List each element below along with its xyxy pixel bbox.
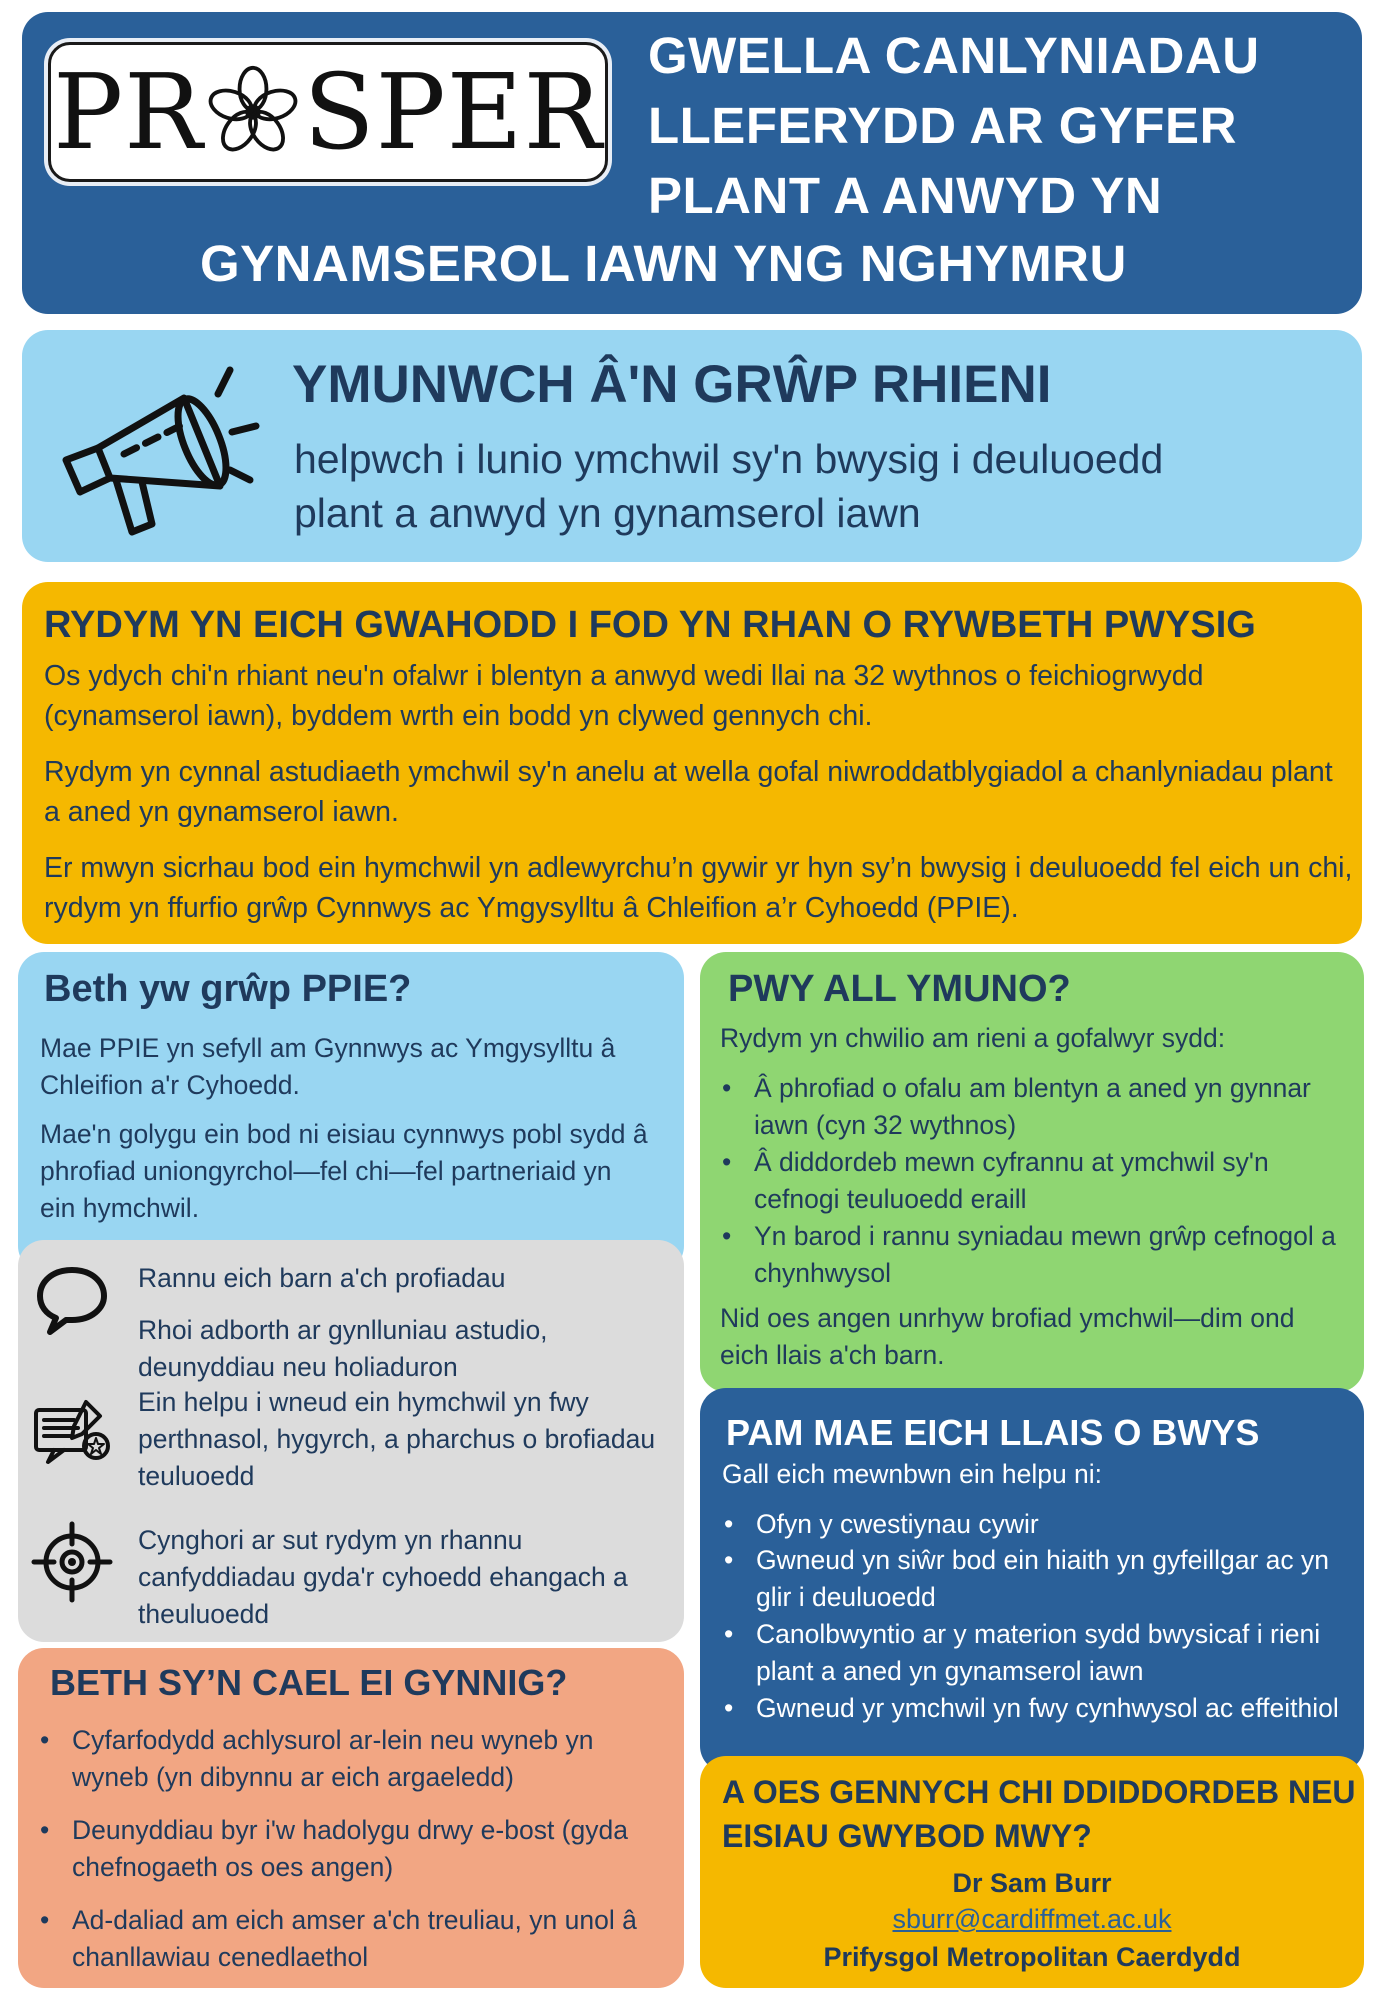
offer-item: • Ad-daliad am eich amser a'ch treuliau, yn unol â chanllawiau cenedlaethol [40,1905,637,1972]
invite-section [22,582,1362,944]
who-intro: Rydym yn chwilio am rieni a gofalwyr sydd: [720,1023,1226,1053]
who-item: • Â phrofiad o ofalu am blentyn a aned yn gynnar iawn (cyn 32 wythnos) [722,1073,1311,1140]
why-item: • Gwneud yr ymchwil yn fwy cynhwysol ac effeithiol [724,1693,1339,1723]
why-intro: Gall eich mewnbwn ein helpu ni: [722,1459,1103,1489]
offer-title: BETH SY’N CAEL EI GYNNIG? [50,1662,568,1703]
ppie-paragraph-2: Mae'n golygu ein bod ni eisiau cynnwys pobl sydd â phrofiad uniongyrchol—fel chi—fel partneriaid yn ein hymchwil. [40,1119,648,1223]
offer-item-text: Ad-daliad am eich amser a'ch treuliau, yn unol â chanllawiau cenedlaethol [72,1905,637,1972]
who-can-join-section [700,952,1364,1392]
who-item: • Yn barod i rannu syniadau mewn grŵp cefnogol a chynhwysol [722,1221,1336,1288]
offer-item: • Deunyddiau byr i'w hadolygu drwy e-bost (gyda chefnogaeth os oes angen) [40,1815,628,1882]
header-title-line3: PLANT A ANWYD YN [648,167,1163,224]
join-group-banner [22,330,1362,562]
why-item-text: Gwneud yr ymchwil yn fwy cynhwysol ac effeithiol [756,1693,1339,1723]
offer-item: • Cyfarfodydd achlysurol ar-lein neu wyneb yn wyneb (yn dibynnu ar eich argaeledd) [40,1725,594,1792]
who-item-text: Yn barod i rannu syniadau mewn grŵp cefnogol a chynhwysol [754,1221,1336,1288]
why-item: • Ofyn y cwestiynau cywir [724,1509,1039,1539]
ppie-title: Beth yw grŵp PPIE? [44,968,412,1010]
header-title-line1: GWELLA CANLYNIADAU [648,27,1260,84]
contact-section [700,1756,1364,1988]
target-icon [30,1520,114,1604]
role-item-4: Cynghori ar sut rydym yn rhannu canfyddiadau gyda'r cyhoedd ehangach a theuluoedd [138,1525,628,1629]
ppie-section [18,952,684,1272]
offer-item-text: Cyfarfodydd achlysurol ar-lein neu wyneb yn wyneb (yn dibynnu ar eich argaeledd) [72,1725,594,1792]
megaphone-icon [44,350,274,540]
prosper-logo [48,42,608,182]
header-banner [22,12,1362,314]
header-title-line2: LLEFERYDD AR GYFER [648,97,1237,154]
why-item: • Gwneud yn siŵr bod ein hiaith yn gyfeillgar ac yn glir i deuluoedd [724,1545,1329,1612]
why-item-text: Ofyn y cwestiynau cywir [756,1509,1039,1539]
contact-institution: Prifysgol Metropolitan Caerdydd [823,1942,1241,1972]
why-item-text: Canolbwyntio ar y materion sydd bwysicaf i rieni plant a aned yn gynamserol iawn [756,1619,1321,1686]
logo-text-left: PR [53,51,204,173]
who-item-text: Â diddordeb mewn cyfrannu at ymchwil sy'n cefnogi teuluoedd eraill [754,1147,1269,1214]
who-outro: Nid oes angen unrhyw brofiad ymchwil—dim ond eich llais a'ch barn. [720,1303,1295,1370]
who-title: PWY ALL YMUNO? [728,968,1071,1010]
why-title: PAM MAE EICH LLAIS O BWYS [726,1412,1260,1453]
who-item: • Â diddordeb mewn cyfrannu at ymchwil sy'n cefnogi teuluoedd eraill [722,1147,1269,1214]
role-item-1: Rannu eich barn a'ch profiadau [138,1263,506,1293]
why-voice-matters-section [700,1388,1364,1772]
contact-email-link[interactable]: sburr@cardiffmet.ac.uk [892,1904,1172,1934]
why-item-text: Gwneud yn siŵr bod ein hiaith yn gyfeillgar ac yn glir i deuluoedd [756,1545,1329,1612]
offer-section [18,1648,684,1988]
header-title-line4: GYNAMSEROL IAWN YNG NGHYMRU [200,235,1127,292]
join-subtitle-line1: helpwch i lunio ymchwil sy'n bwysig i deuluoedd [294,436,1164,482]
invite-paragraph-2: Rydym yn cynnal astudiaeth ymchwil sy'n anelu at wella gofal niwroddatblygiadol a chanlyniadau plant a aned yn gynamserol iawn. [44,756,1333,828]
ppie-paragraph-1: Mae PPIE yn sefyll am Gynnwys ac Ymgysylltu â Chleifion a'r Cyhoedd. [40,1033,616,1100]
role-item-3: Ein helpu i wneud ein hymchwil yn fwy perthnasol, hygyrch, a pharchus o brofiadau teuluoedd [138,1387,656,1491]
contact-name: Dr Sam Burr [952,1868,1112,1898]
roles-section [18,1240,684,1642]
join-title: YMUNWCH Â'N GRŴP RHIENI [292,355,1052,414]
logo-text-right: SPER [303,51,603,173]
document-review-icon [30,1388,114,1472]
offer-item-text: Deunyddiau byr i'w hadolygu drwy e-bost (gyda chefnogaeth os oes angen) [72,1815,628,1882]
why-item: • Canolbwyntio ar y materion sydd bwysicaf i rieni plant a aned yn gynamserol iawn [724,1619,1321,1686]
join-subtitle-line2: plant a anwyd yn gynamserol iawn [294,490,921,536]
flower-icon [205,64,301,160]
role-item-2: Rhoi adborth ar gynlluniau astudio, deunyddiau neu holiaduron [138,1315,548,1382]
invite-paragraph-1: Os ydych chi'n rhiant neu'n ofalwr i blentyn a anwyd wedi llai na 32 wythnos o feichiogrwydd (cynamserol iawn), byddem wrth ein bodd yn clywed gennych chi. [44,660,1204,732]
invite-paragraph-3: Er mwyn sicrhau bod ein hymchwil yn adlewyrchu’n gywir yr hyn sy’n bwysig i deuluoedd fel eich un chi, rydym yn ffurfio grŵp Cynnwys ac Ymgysylltu â Chleifion a’r Cyhoedd (PPIE). [44,852,1353,924]
who-item-text: Â phrofiad o ofalu am blentyn a aned yn gynnar iawn (cyn 32 wythnos) [754,1073,1311,1140]
speech-bubble-icon [30,1256,114,1340]
contact-title: A OES GENNYCH CHI DDIDDORDEB NEU EISIAU GWYBOD MWY? [722,1774,1356,1854]
invite-title: RYDYM YN EICH GWAHODD I FOD YN RHAN O RYWBETH PWYSIG [44,604,1256,646]
